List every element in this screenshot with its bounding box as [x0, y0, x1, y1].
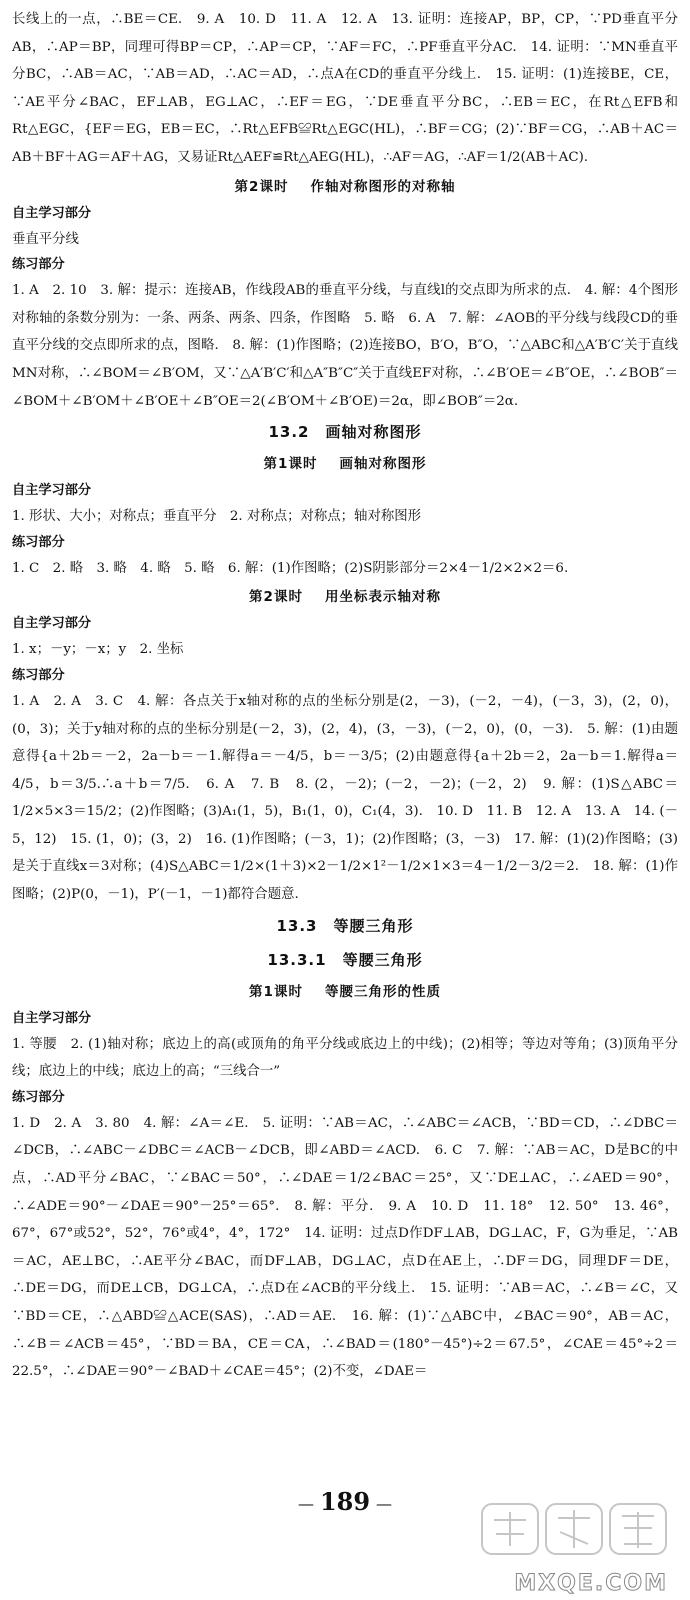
answer-paragraph: 1. x；－y；－x；y 2. 坐标: [12, 642, 184, 658]
lesson-name: 用坐标表示轴对称: [324, 589, 441, 606]
lesson-title: [12, 582, 678, 612]
part-label: 练习部分: [12, 257, 65, 273]
page-number: — 189 —: [297, 1487, 393, 1516]
answer-page: [12, 6, 678, 1386]
section-title: 13.3 等腰三角形: [276, 916, 414, 935]
answer-paragraph: 垂直平分线: [12, 231, 79, 247]
part-label: 练习部分: [12, 534, 65, 550]
lesson-title: [12, 449, 678, 479]
answer-paragraph: 长线上的一点，∴BE＝CE. 9. A 10. D 11. A 12. A 13. 证明：连接AP，BP，CP，∵PD垂直平分AB，∴AP＝BP，同理可得BP＝CP，∴AP＝CP，∵AF＝FC，∴PF垂直平分AC. 14. 证明：∵MN垂直平分BC，∴AB＝AC，∵AB＝AD，∴AC＝AD，∴点A在CD的垂直平分线上. 15. 证明：(1)连接BE，CE，∵AE平分∠BAC，EF⊥AB，EG⊥AC，∴EF＝EG，∵DE垂直平分BC，∴EB＝EC，在Rt△EFB和Rt△EGC，{EF＝EG，EB＝EC，∴Rt△EFB≌Rt△EGC(HL)，∴BF＝CG；(2)∵BF＝CG，∴AB＋AC＝AB＋BF＋AG＝AF＋AG，又易证Rt△AEF≌Rt△AEG(HL)，∴AF＝AG，∴AF＝1/2(AB＋AC).: [12, 12, 678, 165]
lesson-number: 第1课时: [263, 456, 318, 473]
section-title: 13.2 画轴对称图形: [268, 423, 422, 442]
part-label: 自主学习部分: [12, 205, 92, 221]
part-label: 自主学习部分: [12, 483, 92, 499]
lesson-number: 第1课时: [249, 983, 303, 1000]
lesson-number: 第2课时: [234, 178, 289, 195]
lesson-number: 第2课时: [249, 589, 303, 606]
part-label: 练习部分: [12, 667, 65, 683]
lesson-title: [12, 172, 678, 202]
answer-paragraph: 1. A 2. 10 3. 解：提示：连接AB，作线段AB的垂直平分线，与直线l的交点即为所求的点. 4. 解：4个图形对称轴的条数分别为：一条、两条、两条、四条，作图略 5. 略 6. A 7. 解：∠AOB的平分线与线段CD的垂直平分线的交点即所求的点，图略. 8. 解：(1)作图略；(2)连接BO，B′O，B″O，∵△ABC和△A′B′C′关于直线MN对称，∴∠BOM＝∠B′OM，又∵△A′B′C′和△A″B″C″关于直线EF对称，∴∠B′OE＝∠B″OE，∴∠BOB″＝∠BOM＋∠B′OM＋∠B′OE＋∠B″OE＝2(∠B′OM＋∠B′OE)＝2α，即∠BOB″＝2α.: [12, 283, 678, 409]
answer-paragraph: 1. 形状、大小；对称点；垂直平分 2. 对称点；对称点；轴对称图形: [12, 509, 422, 525]
lesson-name: 等腰三角形的性质: [324, 983, 441, 1000]
section-title: 13.3.1 等腰三角形: [267, 950, 423, 969]
watermark-url: MXQE.COM: [514, 1571, 668, 1596]
part-label: 自主学习部分: [12, 1010, 92, 1026]
lesson-name: 作轴对称图形的对称轴: [310, 178, 456, 195]
answer-paragraph: 1. D 2. A 3. 80 4. 解：∠A＝∠E. 5. 证明：∵AB＝AC，∴∠ABC＝∠ACB，∵BD＝CD，∴∠DBC＝∠DCB，∴∠ABC－∠DBC＝∠ACB－∠DCB，即∠ABD＝∠ACD. 6. C 7. 解：∵AB＝AC，D是BC的中点，∴AD平分∠BAC，∵∠BAC＝50°，∴∠DAE＝1/2∠BAC＝25°，又∵DE⊥AC，∴∠AED＝90°，∴∠ADE＝90°－∠DAE＝90°－25°＝65°. 8. 解：平分. 9. A 10. D 11. 18° 12. 50° 13. 46°，67°，67°或52°，52°，76°或4°，4°，172° 14. 证明：过点D作DF⊥AB，DG⊥AC，F，G为垂足，∵AB＝AC，AE⊥BC，∴AE平分∠BAC，而DF⊥AB，DG⊥AC，点D在AE上，∴DF＝DG，同理DF＝DE，∴DE＝DG，而DE⊥CB，DG⊥CA，∴点D在∠ACB的平分线上. 15. 证明：∵AB＝AC，∴∠B＝∠C，又∵BD＝CE，∴△ABD≌△ACE(SAS)，∴AD＝AE. 16. 解：(1)∵△ABC中，∠BAC＝90°，AB＝AC，∴∠B＝∠ACB＝45°，∵BD＝BA，CE＝CA，∴∠BAD＝(180°－45°)÷2＝67.5°，∠CAE＝45°÷2＝22.5°，∴∠DAE＝90°－∠BAD＋∠CAE＝45°；(2)不变，∠DAE＝: [12, 1115, 678, 1380]
part-label: 自主学习部分: [12, 616, 92, 632]
part-label: 练习部分: [12, 1089, 65, 1105]
answer-paragraph: 1. C 2. 略 3. 略 4. 略 5. 略 6. 解：(1)作图略；(2)S阴影部分＝2×4－1/2×2×2＝6.: [12, 560, 569, 576]
lesson-name: 画轴对称图形: [339, 456, 427, 473]
answer-paragraph: 1. A 2. A 3. C 4. 解：各点关于x轴对称的点的坐标分别是(2，－3)，(－2，－4)，(－3，3)，(2，0)，(0，3)；关于y轴对称的点的坐标分别是(－2，3)，(2，4)，(3，－3)，(－2，0)，(0，－3). 5. 解：(1)由题意得{a＋2b＝－2，2a－b＝－1.解得a＝－4/5，b＝－3/5；(2)由题意得{a＋2b＝2，2a－b＝1.解得a＝4/5，b＝3/5.∴a＋b＝7/5. 6. A 7. B 8. (2，－2)；(－2，－2)；(－2，2) 9. 解：(1)S△ABC＝1/2×5×3＝15/2；(2)作图略；(3)A₁(1，5)，B₁(1，0)，C₁(4，3). 10. D 11. B 12. A 13. A 14. (－5，12) 15. (1，0)；(3，2) 16. (1)作图略；(－3，1)；(2)作图略；(3，－3) 17. 解：(1)(2)作图略；(3)是关于直线x＝3对称；(4)S△ABC＝1/2×(1＋3)×2－1/2×1²－1/2×1×3＝4－1/2－3/2＝2. 18. 解：(1)作图略；(2)P(0，－1)，P′(－1，－1)都符合题意.: [12, 693, 678, 903]
page-number-value: 189: [319, 1487, 371, 1516]
answer-paragraph: 1. 等腰 2. (1)轴对称；底边上的高(或顶角的角平分线或底边上的中线)；(2)相等；等边对等角；(3)顶角平分线；底边上的中线；底边上的高；“三线合一”: [12, 1036, 678, 1080]
lesson-title: [12, 977, 678, 1007]
